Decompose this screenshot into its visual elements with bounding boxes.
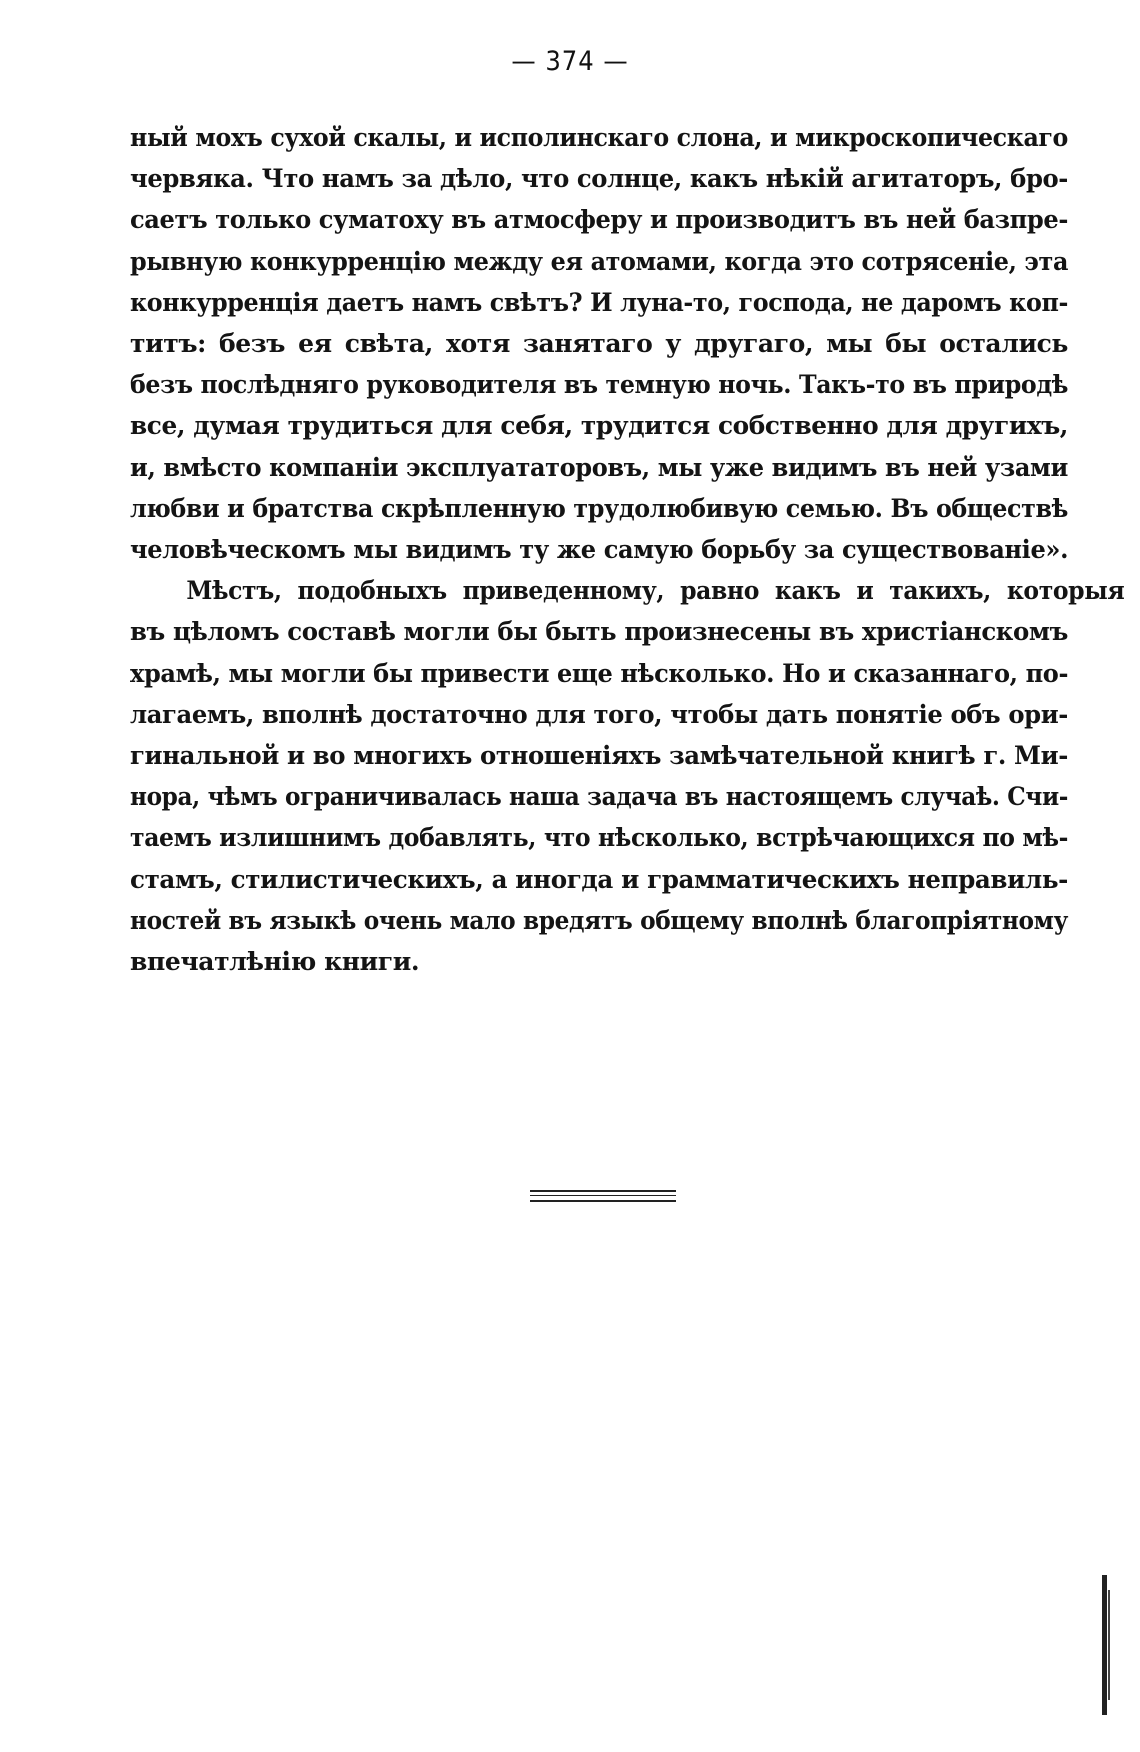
page-number: — 374 — xyxy=(511,46,629,77)
text-line: стамъ, стилистическихъ, а иногда и грамматическихъ неправиль- xyxy=(130,864,1068,894)
text-line: впечатлѣнію книги. xyxy=(130,947,420,977)
text-line: храмѣ, мы могли бы привести еще нѣсколько. Но и сказаннаго, по- xyxy=(130,658,1069,688)
text-line: ностей въ языкѣ очень мало вредятъ общему вполнѣ благопріятному xyxy=(130,905,1068,935)
text-line: саетъ только суматоху въ атмосферу и производитъ въ ней базпре- xyxy=(130,205,1068,235)
text-line: и, вмѣсто компаніи эксплуататоровъ, мы уже видимъ въ ней узами xyxy=(130,452,1068,482)
end-divider-rule xyxy=(530,1190,676,1192)
text-line: Мѣстъ, подобныхъ приведенному, равно какъ и такихъ, которыя xyxy=(186,576,1125,606)
scan-edge-mark xyxy=(1108,1590,1110,1700)
text-line: червяка. Что намъ за дѣло, что солнце, какъ нѣкій агитаторъ, бро- xyxy=(130,164,1068,194)
text-line: титъ: безъ ея свѣта, хотя занятаго у другаго, мы бы остались xyxy=(130,329,1068,359)
text-line: ный мохъ сухой скалы, и исполинскаго слона, и микроскопическаго xyxy=(130,123,1068,152)
text-line: нора, чѣмъ ограничивалась наша задача въ настоящемъ случаѣ. Счи- xyxy=(130,782,1069,812)
text-line: все, думая трудиться для себя, трудится собственно для другихъ, xyxy=(130,411,1069,441)
text-line: безъ послѣдняго руководителя въ темную ночь. Такъ-то въ природѣ xyxy=(130,370,1069,400)
text-line: человѣческомъ мы видимъ ту же самую борьбу за существованіе». xyxy=(130,535,1069,565)
text-line: таемъ излишнимъ добавлять, что нѣсколько, встрѣчающихся по мѣ- xyxy=(130,823,1069,853)
text-line: конкурренція даетъ намъ свѣтъ? И луна-то, господа, не даромъ коп- xyxy=(130,287,1069,317)
text-line: рывную конкурренцію между ея атомами, когда это сотрясеніе, эта xyxy=(130,246,1069,276)
text-line: гинальной и во многихъ отношеніяхъ замѣчательной книгѣ г. Ми- xyxy=(130,741,1069,771)
text-line: въ цѣломъ составѣ могли бы быть произнесены въ христіанскомъ xyxy=(130,617,1069,647)
end-divider-rule xyxy=(530,1200,676,1202)
end-divider-rule xyxy=(530,1195,676,1196)
text-line: лагаемъ, вполнѣ достаточно для того, чтобы дать понятіе объ ори- xyxy=(130,699,1068,729)
text-line: любви и братства скрѣпленную трудолюбивую семью. Въ обществѣ xyxy=(130,493,1068,523)
body-text xyxy=(130,117,1125,982)
scan-edge-mark xyxy=(1102,1575,1107,1715)
